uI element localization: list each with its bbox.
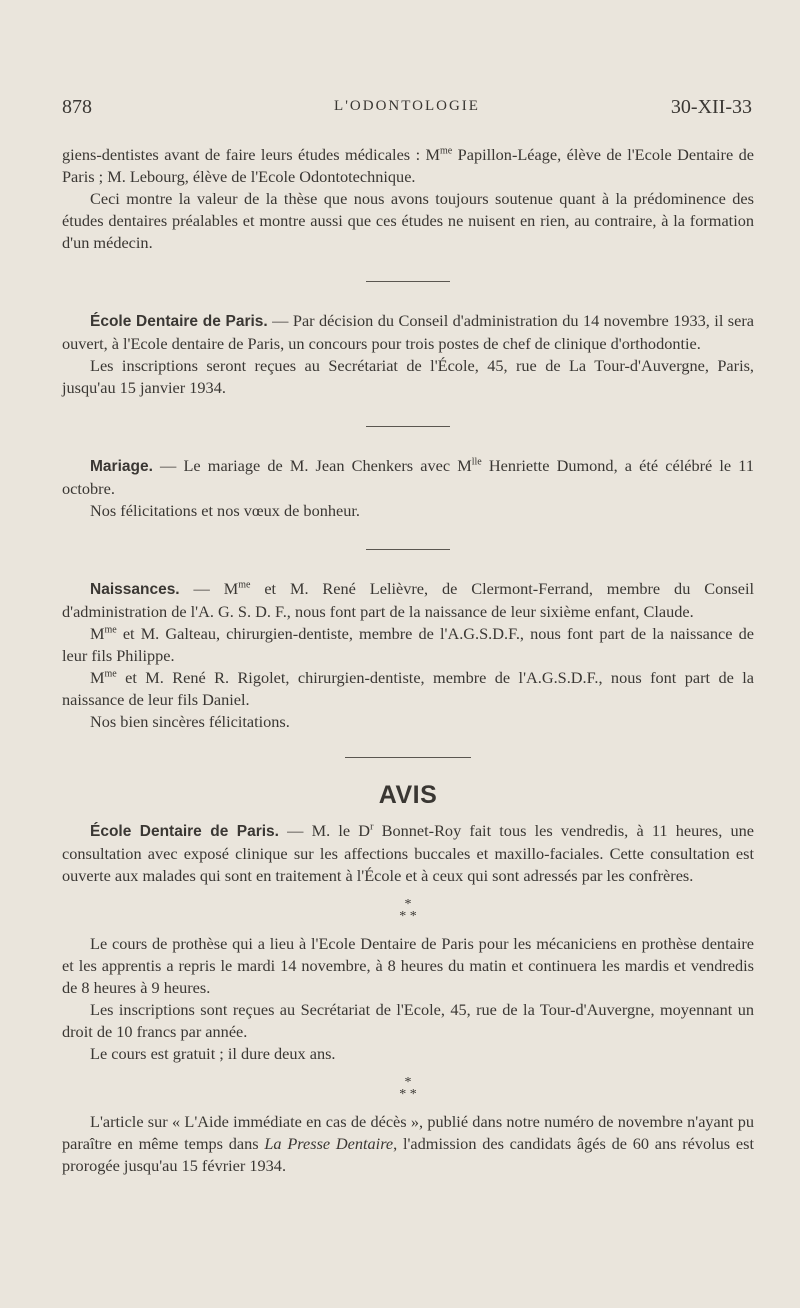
section-divider [366, 426, 450, 427]
avis-paragraph-3: Les inscriptions sont reçues au Secrétariat de l'Ecole, 45, rue de la Tour-d'Auvergne, moyennant un droit de 10 francs par année. [62, 1000, 754, 1041]
mariage-paragraph-2: Nos félicitations et nos vœux de bonheur. [90, 501, 360, 520]
article-body [62, 144, 754, 1177]
section-title-mariage: Mariage. [90, 458, 153, 475]
ecole-paragraph-1: École Dentaire de Paris. — Par décision du Conseil d'administration du 14 novembre 1933, il sera ouvert, à l'Ecole dentaire de Paris, un concours pour trois postes de chef de clinique d'orthodontie. [62, 311, 754, 353]
running-title: L'ODONTOLOGIE [334, 98, 480, 114]
naissances-paragraph-4: Nos bien sincères félicitations. [90, 712, 290, 731]
section-title-naissances: Naissances. [90, 581, 180, 598]
naissances-paragraph-3: $M^{me}$ et M. René R. Rigolet, chirurgien-dentiste, membre de l'A.G.S.D.F., nous font part de la naissance de leur fils Daniel. [62, 668, 754, 709]
issue-date: 30-XII-33 [670, 96, 752, 118]
running-header [62, 96, 752, 126]
asterism-ornament: * * * [399, 1075, 417, 1102]
avis-paragraph-1: École Dentaire de Paris. — M. le $D^r$ Bonnet-Roy fait tous les vendredis, à 11 heures, une consultation avec exposé clinique sur les affections buccales et maxillo-faciales. Cette consultation est ouverte aux malades qui sont en traitement à l'École et à ceux qui sont adressés par les confrères. [62, 821, 754, 885]
section-title-ecole: École Dentaire de Paris. [90, 313, 268, 330]
section-divider [345, 757, 471, 758]
section-divider [366, 549, 450, 550]
avis-paragraph-5: L'article sur « L'Aide immédiate en cas de décès », publié dans notre numéro de novembre n'ayant pu paraître en même temps dans La Presse Dentaire, l'admission des candidats âgés de 60 ans révolus est prorogée jusqu'au 15 février 1934. [62, 1112, 754, 1175]
intro-paragraph-2: Ceci montre la valeur de la thèse que nous avons toujours soutenue quant à la prédominence des études dentaires préalables et montre aussi que ces études ne nuisent en rien, au contraire, à la formation d'un médecin. [62, 189, 754, 252]
avis-paragraph-2: Le cours de prothèse qui a lieu à l'Ecole Dentaire de Paris pour les mécaniciens en prothèse dentaire et les apprentis a repris le mardi 14 novembre, à 8 heures du matin et continuera les mardis et vendredis de 8 heures à 9 heures. [62, 934, 754, 997]
avis-paragraph-4: Le cours est gratuit ; il dure deux ans. [90, 1044, 336, 1063]
page-number: 878 [62, 96, 92, 118]
ecole-paragraph-2: Les inscriptions seront reçues au Secrétariat de l'École, 45, rue de La Tour-d'Auvergne, Paris, jusqu'au 15 janvier 1934. [62, 356, 754, 397]
asterism-ornament: * * * [399, 897, 417, 924]
mariage-paragraph-1: Mariage. — Le mariage de M. Jean Chenkers avec $M^{lle}$ Henriette Dumond, a été célébré le 11 octobre. [62, 456, 754, 498]
avis-heading: AVIS [378, 781, 438, 809]
naissances-paragraph-1: Naissances. — $M^{me}$ et M. René Lelièvre, de Clermont-Ferrand, membre du Conseil d'administration de l'A. G. S. D. F., nous font part de la naissance de leur sixième enfant, Claude. [62, 579, 754, 621]
naissances-paragraph-2: $M^{me}$ et M. Galteau, chirurgien-dentiste, membre de l'A.G.S.D.F., nous font part de la naissance de leur fils Philippe. [62, 624, 754, 665]
section-title-avis-ecole: École Dentaire de Paris. [90, 823, 279, 840]
intro-paragraph-1: giens-dentistes avant de faire leurs études médicales : $M^{me}$ Papillon-Léage, élève de l'Ecole Dentaire de Paris ; M. Lebourg, élève de l'Ecole Odontotechnique. [62, 145, 754, 186]
section-divider [366, 281, 450, 282]
